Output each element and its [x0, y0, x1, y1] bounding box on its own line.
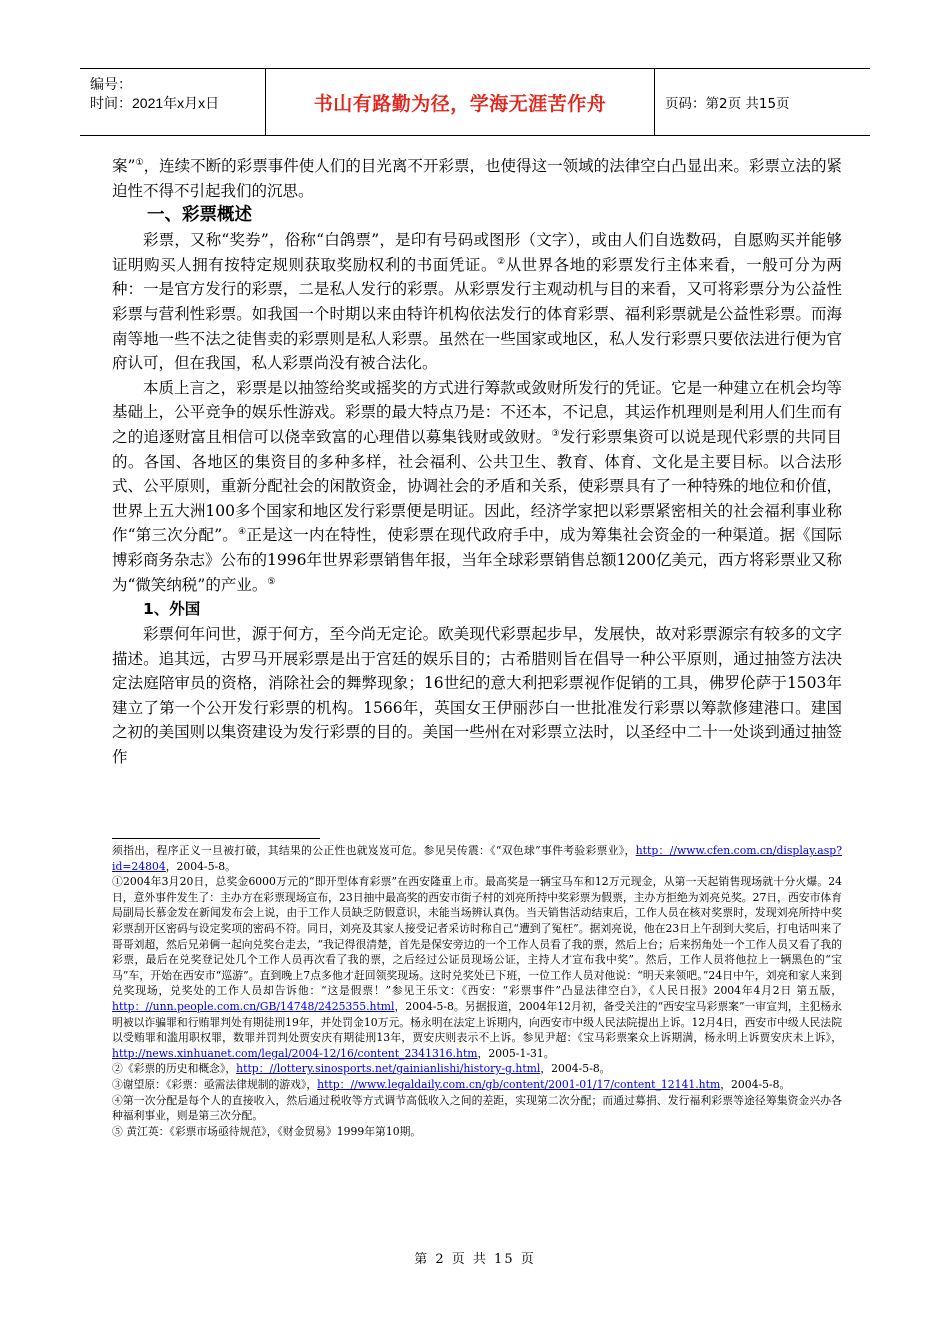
footnote-reference[interactable]: ④	[238, 527, 247, 538]
footnote-5	[112, 1124, 842, 1140]
footnote-date: ，2004-5-8。	[165, 859, 236, 873]
paragraph-continued: 案”①，连续不断的彩票事件使人们的目光离不开彩票，也使得这一领域的法律空白凸显出来。彩票立法的紧迫性不得不引起我们的沉思。	[112, 157, 842, 200]
footnote-marker: ⑤	[112, 1124, 123, 1138]
footnote-separator	[112, 838, 320, 839]
footnote-link[interactable]: http：//www.legaldaily.com.cn/gb/content/2001-01/17/content_12141.htm	[317, 1077, 721, 1091]
footnote-marker: ④	[112, 1093, 123, 1107]
footnote-4	[112, 1093, 842, 1124]
doc-time: 时间：2021年x月x日	[90, 95, 220, 111]
header-meta	[80, 69, 266, 135]
footnote-reference[interactable]: ②	[497, 256, 506, 267]
footnote-reference[interactable]: ⑤	[267, 576, 276, 587]
subsection-heading-foreign: 1、外国	[143, 600, 201, 619]
footnote-reference[interactable]: ③	[551, 428, 560, 439]
section-heading-overview: 一、彩票概述	[147, 205, 252, 226]
footnotes	[112, 843, 842, 1139]
footnote-marker: ②	[112, 1062, 123, 1076]
main-body	[112, 154, 842, 770]
footnote-text: 《彩票的历史和概念》，	[122, 1062, 237, 1076]
header-motto: 书山有路勤为径，学海无涯苦作舟	[266, 69, 655, 135]
footnote-text: 须指出，程序正义一旦被打破，其结果的公正性也就岌岌可危。参见吴传震：《“双色球”事件考验彩票业》，	[112, 844, 636, 857]
footnote-marker: ③	[112, 1077, 123, 1091]
footnote-date: ，2004-5-8。	[720, 1077, 791, 1091]
footnote-link[interactable]: http：//lottery.sinosports.net/gainianlishi/history-g.html	[236, 1062, 541, 1076]
footnote-2	[112, 1061, 842, 1077]
page-header	[80, 68, 870, 136]
footnote-link[interactable]: http：//www.cfen.com.cn/display.asp?id=24804	[112, 844, 842, 873]
footnote-reference[interactable]: ①	[135, 157, 144, 168]
footnote-text: 第一次分配是每个人的直接收入，然后通过税收等方式调节高低收入之间的差距，实现第二次分配；而通过募捐、发行福利彩票等途径筹集资金兴办各种福利事业，则是第三次分配。	[112, 1093, 843, 1123]
footnote-continued	[112, 843, 842, 874]
paragraph: 彩票，又称“奖券”，俗称“白鸽票”，是印有号码或图形（文字），或由人们自选数码，自愿购买并能够证明购买人拥有按特定规则获取奖励权利的书面凭证。②从世界各地的彩票发行主体来看，一般可分为两种：一是官方发行的彩票，二是私人发行的彩票。从彩票发行主观动机与目的来看，又可将彩票分为公益性彩票与营利性彩票。如我国一个时期以来由特许机构依法发行的体育彩票、福利彩票就是公益性彩票。而海南等地一些不法之徒售卖的彩票则是私人彩票。虽然在一些国家或地区，私人发行彩票只要依法进行便为官府认可，但在我国，私人彩票尚没有被合法化。	[112, 231, 842, 373]
footnote-text: 2004年3月20日，总奖金6000万元的“即开型体育彩票”在西安隆重上市。最高奖是一辆宝马车和12万元现金，从第一天起销售现场就十分火爆。24日，意外事件发生了：主办方在彩票现场宣布，23日抽中最高奖的西安市街子村的刘亮所持中奖彩票为假票，主办方拒绝为刘亮兑奖。27日，西安市体育局副局长慕金发在新闻发布会上说，由于工作人员缺乏防假意识，未能当场辨认真伪。当天销售活动结束后，工作人员在核对奖票时，发现刘亮所持中奖彩票刮开区密码与设定奖项的密码不符。同日，刘亮及其家人接受记者采访时称自己“遭到了冤枉”。据刘亮说，他在23日上午刮到大奖后，打电话叫来了哥哥刘超，然后兄弟俩一起向兑奖台走去，“我记得很清楚，首先是保安旁边的一个工作人员看了我的票，然后上台；后来拐角处一个工作人员又看了我的彩票，最后在兑奖登记处几个工作人员再次看了我的票，之后经过公证员现场公证，主持人才宣布我中奖”。然后，工作人员将他拉上一辆黑色的“宝马”车，开始在西安市“巡游”。直到晚上7点多他才赶回领奖现场。这时兑奖处已下班，一位工作人员对他说：“明天来领吧。”24日中午，刘亮和家人来到兑奖现场，兑奖处的工作人员却告诉他：“这是假票！”参见王乐文：《西安：“彩票事件”凸显法律空白》，《人民日报》2004年4月2日 第五版，	[112, 875, 843, 998]
paragraph: 本质上言之，彩票是以抽签给奖或摇奖的方式进行筹款或敛财所发行的凭证。它是一种建立在机会均等基础上，公平竞争的娱乐性游戏。彩票的最大特点乃是：不还本，不记息，其运作机理则是利用人们生而有之的追逐财富且相信可以侥幸致富的心理借以募集钱财或敛财。③发行彩票集资可以说是现代彩票的共同目的。各国、各地区的集资目的多种多样，社会福利、公共卫生、教育、体育、文化是主要目标。以合法形式、公平原则，重新分配社会的闲散资金，协调社会的矛盾和关系，使彩票具有了一种特殊的地位和价值，世界上五大洲100多个国家和地区发行彩票便是明证。因此，经济学家把以彩票紧密相关的社会福利事业称作“第三次分配”。④正是这一内在特性，使彩票在现代政府手中，成为筹集社会资金的一种渠道。据《国际博彩商务杂志》公布的1996年世界彩票销售年报，当年全球彩票销售总额1200亿美元，西方将彩票业又称为“微笑纳税”的产业。⑤	[112, 378, 842, 594]
header-page-info: 页码：第2页 共15页	[665, 96, 790, 112]
footnote-link[interactable]: http://news.xinhuanet.com/legal/2004-12/16/content_2341316.htm	[112, 1046, 478, 1060]
footnote-date: ，2005-1-31。	[477, 1046, 555, 1060]
footnote-text: 黄江英：《彩票市场亟待规范》，《财金贸易》1999年第10期。	[122, 1124, 422, 1138]
footnote-1	[112, 874, 842, 1061]
footnote-date: ，2004-5-8。	[540, 1062, 611, 1076]
footnote-text: 谢望原：《彩票：亟需法律规制的游戏》，	[122, 1077, 318, 1091]
doc-number: 编号：	[90, 76, 132, 92]
footnote-marker: ①	[112, 875, 123, 889]
footnote-link[interactable]: http：//unn.people.com.cn/GB/14748/2425355.html	[112, 999, 395, 1013]
footnote-3	[112, 1077, 842, 1093]
footnote-text: ，2004-5-8。另据报道，2004年12月初，备受关注的“西安宝马彩票案”一审宣判，主犯杨永明被以诈骗罪和行贿罪判处有期徒刑19年，并处罚金10万元。杨永明在法定上诉期内，向西安市中级人民法院提出上诉。12月4日，西安市中级人民法院以受贿罪和滥用职权罪，数罪并罚判处贾安庆有期徒刑13年，贾安庆则表示不上诉。参见尹超：《宝马彩票案众上诉期满，杨永明上诉贾安庆未上诉》，	[112, 999, 842, 1045]
paragraph: 彩票何年问世，源于何方，至今尚无定论。欧美现代彩票起步早，发展快，故对彩票源宗有较多的文字描述。追其远，古罗马开展彩票是出于宫廷的娱乐目的；古希腊则旨在倡导一种公平原则，通过抽签方法决定法庭陪审员的资格，消除社会的舞弊现象；16世纪的意大利把彩票视作促销的工具，佛罗伦萨于1503年建立了第一个公开发行彩票的机构。1566年，英国女王伊丽莎白一世批准发行彩票以筹款修建港口。建国之初的美国则以集资建设为发行彩票的目的。美国一些州在对彩票立法时，以圣经中二十一处谈到通过抽签作	[112, 625, 842, 767]
page-footer: 第 2 页 共 15 页	[414, 1252, 536, 1267]
